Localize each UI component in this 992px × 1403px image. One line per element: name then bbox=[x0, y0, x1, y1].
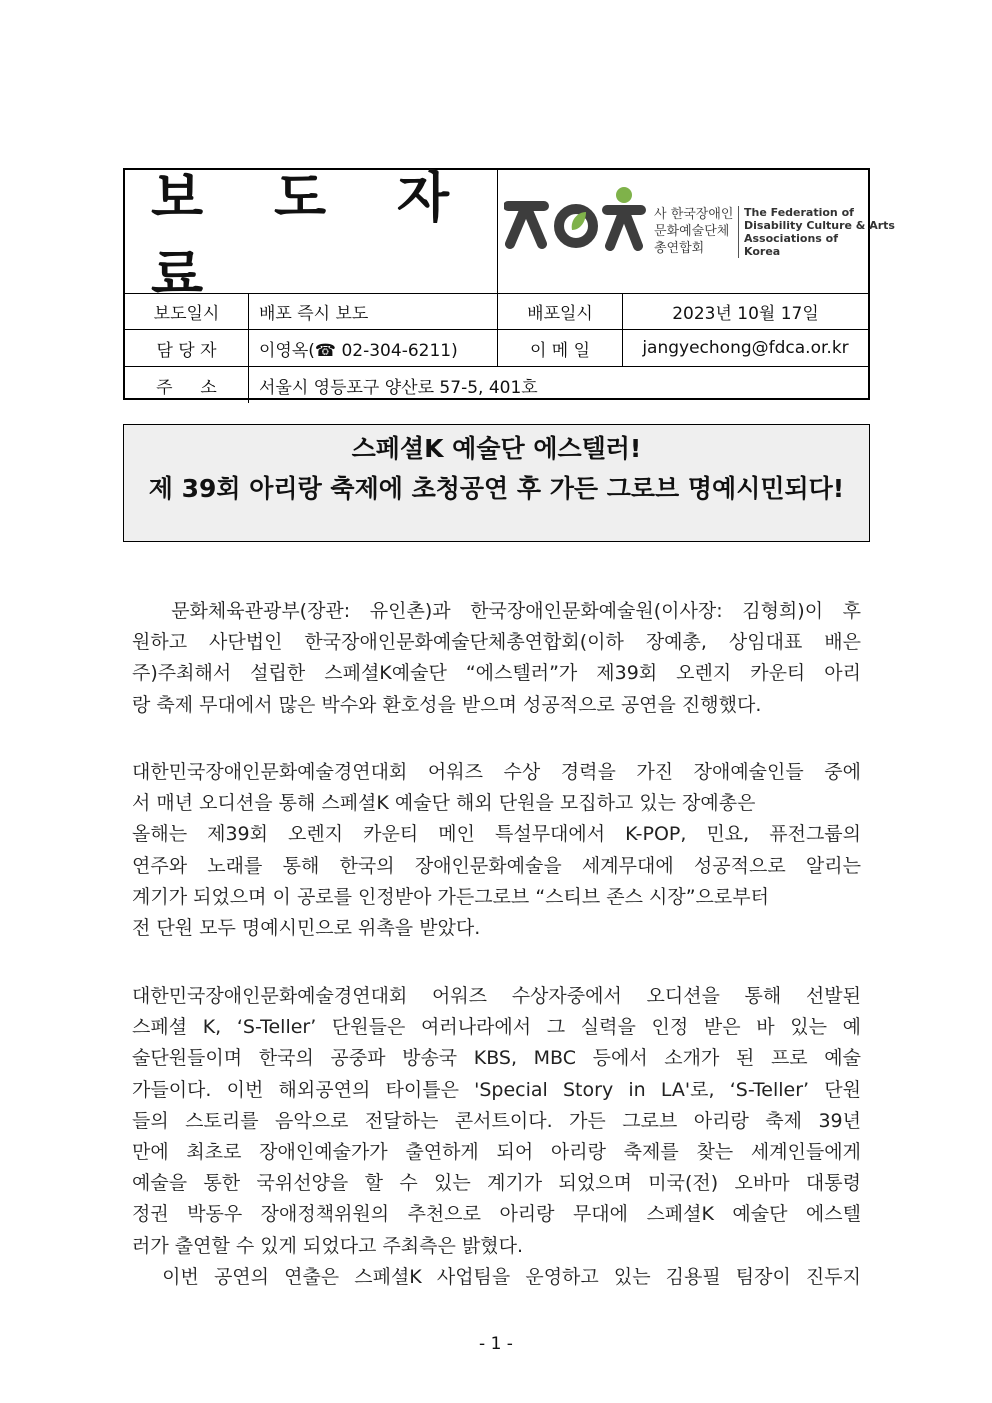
text-line: 정권 박동우 장애정책위원의 추천으로 아리랑 무대에 스페셜K 예술단 에스텔 bbox=[132, 1203, 861, 1226]
text-line: 러가 출연할 수 있게 되었다고 주최측은 밝혔다. bbox=[132, 1234, 524, 1257]
logo-korean-line: 총연합회 bbox=[654, 241, 705, 256]
release-row bbox=[125, 293, 868, 330]
document-title: 보 도 자 료 bbox=[151, 165, 476, 306]
text-line: 전 단원 모두 명예시민으로 위촉을 받았다. bbox=[132, 916, 481, 939]
text-line: 들의 스토리를 음악으로 전달하는 콘서트이다. 가든 그로브 아리랑 축제 39년 bbox=[132, 1109, 861, 1132]
organization-logo bbox=[498, 170, 895, 293]
text-line: 대한민국장애인문화예술경연대회 어워즈 수상자중에서 오디션을 통해 선발된 bbox=[132, 985, 861, 1007]
text-line: 만에 최초로 장애인예술가가 출연하게 되어 아리랑 축제를 찾는 세계인들에게 bbox=[132, 1140, 861, 1163]
headline-line-1: 스페셜K 예술단 에스텔러! bbox=[351, 434, 642, 463]
text-line: 올해는 제39회 오렌지 카운티 메인 특설무대에서 K-POP, 민요, 퓨전그룹의 bbox=[132, 823, 861, 846]
paragraph-2 bbox=[132, 757, 861, 944]
page-number: - 1 - bbox=[479, 1334, 513, 1354]
distribution-label: 배포일시 bbox=[498, 293, 623, 329]
text-line: 랑 축제 무대에서 많은 박수와 환호성을 받으며 성공적으로 공연을 진행했다. bbox=[132, 693, 762, 716]
text-line: 술단원들이며 한국의 공중파 방송국 KBS, MBC 등에서 소개가 된 프로 예술 bbox=[132, 1047, 861, 1070]
contact-value: 이영옥(☎ 02-304-6211) bbox=[249, 330, 498, 366]
text-line: 연주와 노래를 통해 한국의 장애인문화예술을 세계무대에 성공적으로 알리는 bbox=[132, 854, 861, 877]
text-line: 대한민국장애인문화예술경연대회 어워즈 수상 경력을 가진 장애예술인들 중에 bbox=[132, 761, 861, 783]
release-date-label: 보도일시 bbox=[125, 293, 249, 329]
paragraph-1 bbox=[132, 596, 861, 721]
press-info-table bbox=[123, 165, 895, 400]
release-date-value: 배포 즉시 보도 bbox=[249, 293, 498, 329]
contact-row bbox=[125, 330, 868, 367]
distribution-value: 2023년 10월 17일 bbox=[672, 303, 819, 324]
logo-english-text bbox=[744, 206, 895, 258]
text-line: 문화체육관광부(장관: 유인촌)과 한국장애인문화예술원(이사장: 김형희)이 후 bbox=[132, 600, 861, 622]
paragraph-3 bbox=[132, 981, 861, 1293]
logo-korean-line: 사 한국장애인 bbox=[654, 207, 734, 222]
logo-english-line: Disability Culture & Arts bbox=[744, 219, 895, 232]
text-line: 가들이다. 이번 해외공연의 타이틀은 'Special Story in LA'로, ‘S-Teller’ 단원 bbox=[132, 1078, 861, 1101]
text-line: 이번 공연의 연출은 스페셜K 사업팀을 운영하고 있는 김용필 팀장이 진두지 bbox=[132, 1265, 861, 1288]
logo-korean-line: 문화예술단체 bbox=[654, 224, 730, 239]
text-line: 주)주최해서 설립한 스페셜K예술단 “에스텔러”가 제39회 오렌지 카운티 아리 bbox=[132, 662, 861, 685]
logo-english-line: Korea bbox=[744, 245, 781, 258]
headline-box bbox=[123, 424, 870, 542]
text-line: 계기가 되었으며 이 공로를 인정받아 가든그로브 “스티브 존스 시장”으로부터 bbox=[132, 885, 769, 908]
headline-line-2: 제 39회 아리랑 축제에 초청공연 후 가든 그로브 명예시민되다! bbox=[148, 474, 845, 503]
address-value: 서울시 영등포구 양산로 57-5, 401호 bbox=[259, 377, 538, 398]
email-label: 이 메 일 bbox=[498, 330, 623, 366]
text-line: 서 매년 오디션을 통해 스페셜K 예술단 해외 단원을 모집하고 있는 장예총은 bbox=[132, 792, 756, 815]
logo-divider bbox=[738, 206, 739, 258]
logo-mark-icon bbox=[504, 186, 649, 256]
logo-english-line: The Federation of bbox=[744, 206, 854, 219]
contact-label: 담 당 자 bbox=[125, 330, 249, 366]
logo-korean-text bbox=[654, 206, 733, 257]
header-row bbox=[125, 165, 895, 306]
text-line: 스페셜 K, ‘S-Teller’ 단원들은 여러나라에서 그 실력을 인정 받은 바 있는 예 bbox=[132, 1016, 861, 1039]
address-row bbox=[125, 367, 868, 403]
email-value[interactable]: jangyechong@fdca.or.kr bbox=[642, 338, 849, 358]
text-line: 원하고 사단법인 한국장애인문화예술단체총연합회(이하 장예총, 상임대표 배은 bbox=[132, 631, 861, 654]
address-label: 주 소 bbox=[125, 367, 249, 403]
logo-english-line: Associations of bbox=[744, 232, 839, 245]
title-cell bbox=[125, 165, 498, 306]
text-line: 예술을 통한 국위선양을 할 수 있는 계기가 되었으며 미국(전) 오바마 대통령 bbox=[132, 1172, 861, 1195]
